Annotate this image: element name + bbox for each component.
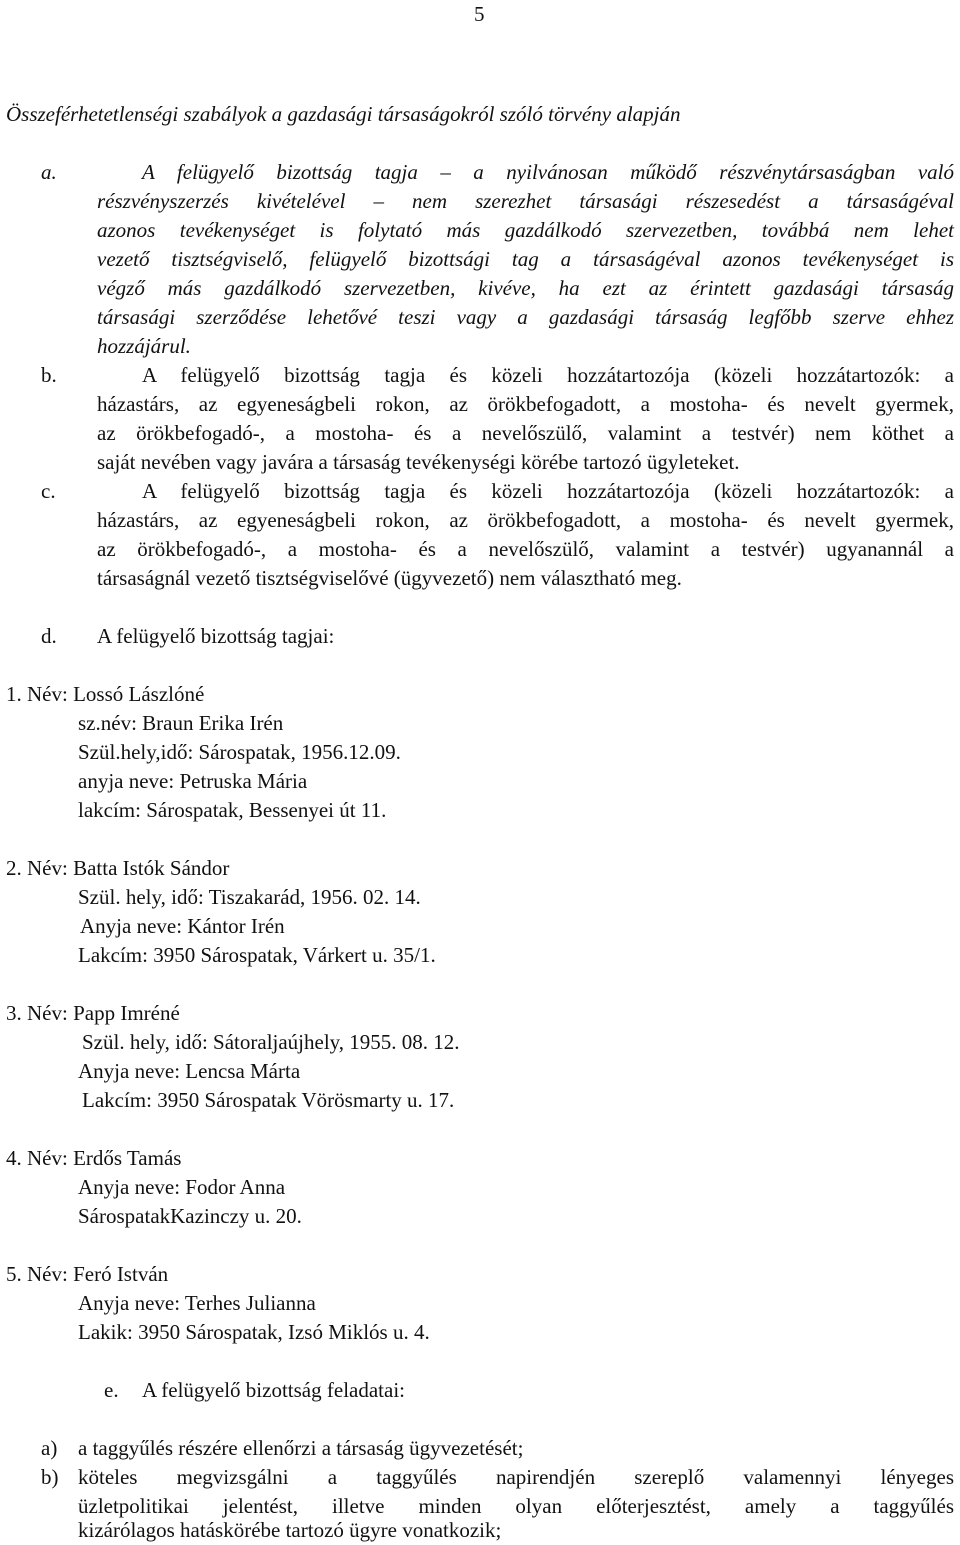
rule-line: azonos tevékenységet is folytató más gazdálkodó szervezetben, továbbá nem lehet [97, 218, 954, 242]
member-detail: Anyja neve: Kántor Irén [80, 914, 285, 938]
rule-line: társaságnál vezető tisztségviselővé (ügyvezető) nem választható meg. [97, 566, 682, 590]
member-name: 4. Név: Erdős Tamás [6, 1146, 182, 1170]
duty-letter: a) [41, 1436, 58, 1460]
rule-line: végző más gazdálkodó szervezetben, kivéve, ha ezt az érintett gazdasági társaság [97, 276, 954, 300]
duty-letter: b) [41, 1465, 59, 1489]
member-detail: anyja neve: Petruska Mária [78, 769, 308, 793]
rule-line: A felügyelő bizottság tagja és közeli hozzátartozója (közeli hozzátartozók: a [142, 363, 954, 387]
section-letter: d. [41, 624, 57, 648]
rule-letter: b. [41, 363, 57, 387]
rule-line: A felügyelő bizottság tagja – a nyilvánosan működő részvénytársaságban való [142, 160, 954, 184]
member-detail: Lakik: 3950 Sárospatak, Izsó Miklós u. 4. [78, 1320, 430, 1344]
member-detail: Lakcím: 3950 Sárospatak, Várkert u. 35/1. [78, 943, 436, 967]
member-detail: Anyja neve: Fodor Anna [78, 1175, 286, 1199]
member-name: 3. Név: Papp Imréné [6, 1001, 180, 1025]
page-heading: Összeférhetetlenségi szabályok a gazdasági társaságokról szóló törvény alapján [6, 102, 681, 126]
member-name: 5. Név: Feró István [6, 1262, 169, 1286]
member-name: 2. Név: Batta Istók Sándor [6, 856, 230, 880]
member-name: 1. Név: Lossó Lászlóné [6, 682, 205, 706]
rule-line: saját nevében vagy javára a társaság tevékenységi körébe tartozó ügyleteket. [97, 450, 740, 474]
section-letter: e. [104, 1378, 119, 1402]
rule-letter: c. [41, 479, 56, 503]
rule-line: részvényszerzés kivételével – nem szerezhet társasági részesedést a társaságéval [97, 189, 954, 213]
member-detail: Anyja neve: Terhes Julianna [78, 1291, 316, 1315]
member-detail: sz.név: Braun Erika Irén [78, 711, 284, 735]
rule-letter: a. [41, 160, 57, 184]
duty-line: üzletpolitikai jelentést, illetve minden olyan előterjesztést, amely a taggyűlés [78, 1494, 954, 1518]
member-detail: Anyja neve: Lencsa Márta [78, 1059, 301, 1083]
rule-line: társasági szerződése lehetővé teszi vagy a gazdasági társaság legfőbb szerve ehhez [97, 305, 954, 329]
duty-line: köteles megvizsgálni a taggyűlés napirendjén szereplő valamennyi lényeges [78, 1465, 954, 1489]
member-detail: Szül. hely, idő: Tiszakarád, 1956. 02. 14. [78, 885, 421, 909]
rule-line: az örökbefogadó-, a mostoha- és a nevelőszülő, valamint a testvér) nem köthet a [97, 421, 954, 445]
rule-line: A felügyelő bizottság tagja és közeli hozzátartozója (közeli hozzátartozók: a [142, 479, 954, 503]
duty-line: kizárólagos hatáskörébe tartozó ügyre vonatkozik; [78, 1518, 502, 1542]
rule-line: házastárs, az egyeneságbeli rokon, az örökbefogadott, a mostoha- és nevelt gyermek, [97, 392, 954, 416]
member-detail: Lakcím: 3950 Sárospatak Vörösmarty u. 17. [82, 1088, 455, 1112]
member-detail: Szül. hely, idő: Sátoraljaújhely, 1955. 08. 12. [82, 1030, 460, 1054]
section-title: A felügyelő bizottság tagjai: [97, 624, 335, 648]
rule-line: hozzájárul. [97, 334, 191, 358]
member-detail: Szül.hely,idő: Sárospatak, 1956.12.09. [78, 740, 401, 764]
member-detail: SárospatakKazinczy u. 20. [78, 1204, 302, 1228]
duty-line: a taggyűlés részére ellenőrzi a társaság ügyvezetését; [78, 1436, 524, 1460]
page-number: 5 [474, 2, 485, 26]
member-detail: lakcím: Sárospatak, Bessenyei út 11. [78, 798, 387, 822]
rule-line: házastárs, az egyeneságbeli rokon, az örökbefogadott, a mostoha- és nevelt gyermek, [97, 508, 954, 532]
rule-line: vezető tisztségviselő, felügyelő bizottsági tag a társaságéval azonos tevékenységet is [97, 247, 954, 271]
rule-line: az örökbefogadó-, a mostoha- és a nevelőszülő, valamint a testvér) ugyanannál a [97, 537, 954, 561]
section-title: A felügyelő bizottság feladatai: [142, 1378, 405, 1402]
